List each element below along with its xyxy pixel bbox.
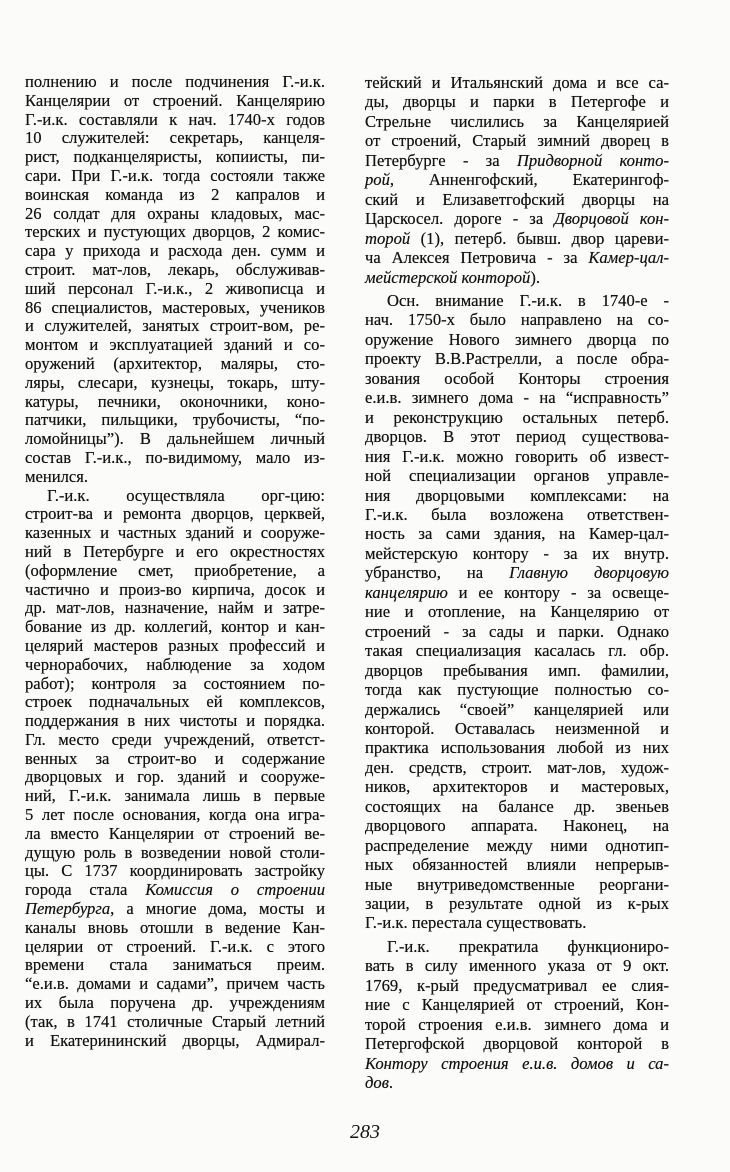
text-line: и реконструкцию остальных петерб. — [365, 407, 669, 427]
text-line: и Екатерининский дворцы, Адмирал- — [25, 1030, 325, 1050]
text-line: катуры, печники, оконочники, коно- — [25, 391, 325, 411]
text-line — [25, 881, 325, 900]
text-line: тейский и Итальянский дома и все са- — [365, 73, 669, 92]
text-line: сари. При Г.-и.к. тогда состояли также — [25, 165, 325, 185]
text-line: Гл. место среди учреждений, ответст- — [25, 729, 325, 749]
text-line — [25, 900, 325, 919]
text-line: др. мат-лов, назначение, найм и затре- — [25, 598, 325, 618]
text-line — [365, 1073, 669, 1092]
right-text-column — [365, 73, 669, 1093]
text-line: Г.-и.к. была возложена ответствен- — [365, 504, 669, 524]
text-line: Стрельне числились за Канцелярией — [365, 111, 669, 131]
text-line: практика использования любой из них — [365, 738, 669, 758]
paragraph — [25, 73, 325, 487]
italic-text: рой — [365, 170, 390, 190]
text-line: дворцов пребывания имп. фамилии, — [365, 660, 669, 680]
text-segment: Царскосел. дороге - за — [365, 209, 555, 229]
text-line — [365, 1054, 669, 1073]
italic-text: дов — [365, 1073, 389, 1093]
text-line: цы. С 1737 координировать застройку — [25, 861, 325, 881]
text-line: ния дворцовыми комплексами: на — [365, 485, 669, 505]
text-line: торой строения е.и.в. зимнего дома и — [365, 1014, 669, 1034]
text-line: сара у прихода и расхода ден. сумм и — [25, 241, 325, 261]
text-line: ломойницы”). В дальнейшем личный — [25, 429, 325, 449]
text-line: ляры, слесари, кузнецы, токарь, шту- — [25, 372, 325, 392]
italic-text: Комиссия о строении — [145, 880, 326, 900]
text-line: их была поручена др. учреждениям — [25, 993, 325, 1013]
text-line: 26 солдат для охраны кладовых, мас- — [25, 203, 325, 223]
text-line: оружение Нового зимнего дворца по — [365, 329, 669, 349]
text-line: держались “своей” канцелярией или — [365, 699, 669, 719]
text-segment: , Анненгофский, Екатерингоф- — [389, 170, 669, 190]
text-line: ных обязанностей влияли непрерыв- — [365, 855, 669, 875]
text-line: ние с Канцелярией от строений, Кон- — [365, 995, 669, 1015]
text-line: ние и отопление, на Канцелярию от — [365, 602, 669, 622]
text-line — [365, 229, 669, 248]
text-line: ний, Г.-и.к. занимала лишь в первые — [25, 786, 325, 806]
text-line: целярии от строений. Г.-и.к. с этого — [25, 936, 325, 956]
text-segment: убранство, на — [365, 563, 510, 583]
italic-text: Контору строения е.и.в. домов и са- — [365, 1053, 669, 1073]
text-line: распределение между ними однотип- — [365, 835, 669, 855]
text-line: целярий мастеров разных профессий и — [25, 635, 325, 655]
text-line: строек подначальных ей комплексов, — [25, 692, 325, 712]
text-line: полнению и после подчинения Г.-и.к. — [25, 72, 325, 91]
text-segment: и ее контору - за освеще- — [447, 582, 669, 602]
text-line — [365, 268, 669, 287]
text-line: состоящих на балансе др. звеньев — [365, 796, 669, 816]
text-line — [365, 248, 669, 267]
text-line: казенных и частных зданий и сооруже- — [25, 523, 325, 543]
text-line: 5 лет после основания, когда она игра- — [25, 805, 325, 825]
text-line: строений - за сады и парки. Однако — [365, 621, 669, 641]
text-line: ников, архитекторов и мастеровых, — [365, 777, 669, 797]
italic-text: торой — [365, 228, 411, 248]
text-segment: Петербурге - за — [365, 150, 517, 170]
text-line: вать в силу именного указа от 9 окт. — [365, 956, 669, 976]
text-line: поддержания в них чистоты и порядка. — [25, 711, 325, 731]
text-line: тогда как пустующие полностью со- — [365, 680, 669, 700]
italic-text: Дворцовой кон- — [554, 209, 669, 229]
text-line: ший персонал Г.-и.к., 2 живописца и — [25, 278, 325, 298]
text-line: чернорабочих, наблюдение за ходом — [25, 654, 325, 674]
text-line: проекту В.В.Растрелли, а после обра- — [365, 349, 669, 369]
text-segment: (1), петерб. бывш. двор цареви- — [410, 228, 669, 248]
text-line: мейстерскую контору - за их внутр. — [365, 543, 669, 563]
text-line: (оформление смет, приобретение, а — [25, 560, 325, 580]
text-line: дворцовых и гор. зданий и сооруже- — [25, 767, 325, 787]
paragraph — [365, 73, 669, 287]
text-line: строит-ва и ремонта дворцов, церквей, — [25, 504, 325, 524]
italic-text: канцелярию — [365, 582, 448, 602]
italic-text: Петербурга — [25, 899, 111, 919]
text-line — [365, 563, 669, 582]
paragraph — [25, 487, 325, 1051]
italic-text: мейстерской конторой — [365, 267, 531, 287]
text-line: строит. мат-лов, лекарь, обслуживав- — [25, 259, 325, 279]
text-segment: города стала — [25, 880, 146, 900]
page-number: 283 — [350, 1121, 380, 1143]
text-line: нач. 1750-х было направлено на со- — [365, 310, 669, 330]
text-line: от строений, Старый зимний дворец в — [365, 131, 669, 151]
text-line: терских и пустующих дворцов, 2 комис- — [25, 222, 325, 242]
text-line: дворцового аппарата. Наконец, на — [365, 816, 669, 836]
paragraph — [365, 937, 669, 1093]
text-segment: ча Алексея Петровича - за — [365, 248, 589, 268]
italic-text: Камер-цал- — [588, 248, 669, 268]
paragraph — [365, 291, 669, 933]
text-line: конторой. Оставалась неизменной и — [365, 718, 669, 738]
text-line: Г.-и.к. составляли к нач. 1740-х годов — [25, 109, 325, 129]
text-line: менился. — [25, 466, 89, 486]
text-line: зации, в результате одной из к-рых — [365, 894, 669, 914]
text-line: “е.и.в. домами и садами”, причем часть — [25, 974, 325, 994]
text-line: е.и.в. зимнего дома - на “исправность” — [365, 388, 669, 408]
italic-text: Придворной конто- — [516, 150, 669, 170]
text-line: каналы вновь отошли в ведение Кан- — [25, 917, 325, 937]
text-line: монтом и эксплуатацией зданий и со- — [25, 335, 325, 355]
text-line: бование из др. коллегий, контор и кан- — [25, 617, 325, 637]
text-segment: ). — [530, 267, 541, 287]
text-line: воинская команда из 2 капралов и — [25, 184, 325, 204]
text-line: Осн. внимание Г.-и.к. в 1740-е - — [387, 290, 669, 310]
text-line: оружений (архитектор, маляры, сто- — [25, 353, 325, 373]
text-line: патчики, пильщики, трубочисты, “по- — [25, 410, 325, 430]
text-line: ден. средств, строит. мат-лов, худож- — [365, 757, 669, 777]
text-line: Г.-и.к. осуществляла орг-цию: — [47, 485, 325, 505]
text-line: 1769, к-рый предусматривал ее слия- — [365, 975, 669, 995]
text-line: дворцов. В этот период существова- — [365, 427, 669, 447]
text-line: рист, подканцеляристы, копиисты, пи- — [25, 147, 325, 167]
text-line: состав Г.-и.к., по-видимому, мало из- — [25, 447, 325, 467]
text-line: ний в Петербурге и его окрестностях — [25, 541, 325, 561]
text-line — [365, 151, 669, 170]
text-segment: . — [388, 1073, 394, 1093]
text-line: Канцелярии от строений. Канцелярию — [25, 90, 325, 110]
text-segment: , а многие дома, мосты и — [110, 899, 325, 919]
text-line — [365, 170, 669, 189]
text-line: дущую роль в возведении новой столи- — [25, 842, 325, 862]
text-line: ность за сами здания, на Камер-цал- — [365, 524, 669, 544]
text-line: Г.-и.к. прекратила функциониро- — [387, 936, 669, 956]
text-line: ния Г.-и.к. можно говорить об извест- — [365, 446, 669, 466]
text-line: частично и произ-во кирпича, досок и — [25, 579, 325, 599]
text-line: 86 специалистов, мастеровых, учеников — [25, 297, 325, 317]
text-line: Г.-и.к. перестала существовать. — [365, 913, 587, 933]
text-line: ные внутриведомственные реоргани- — [365, 874, 669, 894]
text-line: ский и Елизаветгофский дворцы на — [365, 189, 669, 209]
text-line: и служителей, занятых строит-вом, ре- — [25, 316, 325, 336]
left-text-column — [25, 73, 325, 1050]
text-line: ной специализации органов управле- — [365, 466, 669, 486]
text-line: 10 служителей: секретарь, канцеля- — [25, 128, 325, 148]
text-line: работ); контроля за состоянием по- — [25, 673, 325, 693]
text-line: такая специализация касалась гл. обр. — [365, 641, 669, 661]
text-line: венных за строит-во и содержание — [25, 748, 325, 768]
text-line: ды, дворцы и парки в Петергофе и — [365, 92, 669, 112]
text-line: зования особой Конторы строения — [365, 368, 669, 388]
text-line: ла вместо Канцелярии от строений ве- — [25, 823, 325, 843]
text-line — [365, 209, 669, 228]
text-line — [365, 583, 669, 602]
text-line: времени стала заниматься преим. — [25, 955, 325, 975]
text-line: (так, в 1741 столичные Старый летний — [25, 1011, 325, 1031]
italic-text: Главную дворцовую — [509, 563, 669, 583]
text-line: Петергофской дворцовой конторой в — [365, 1034, 669, 1054]
